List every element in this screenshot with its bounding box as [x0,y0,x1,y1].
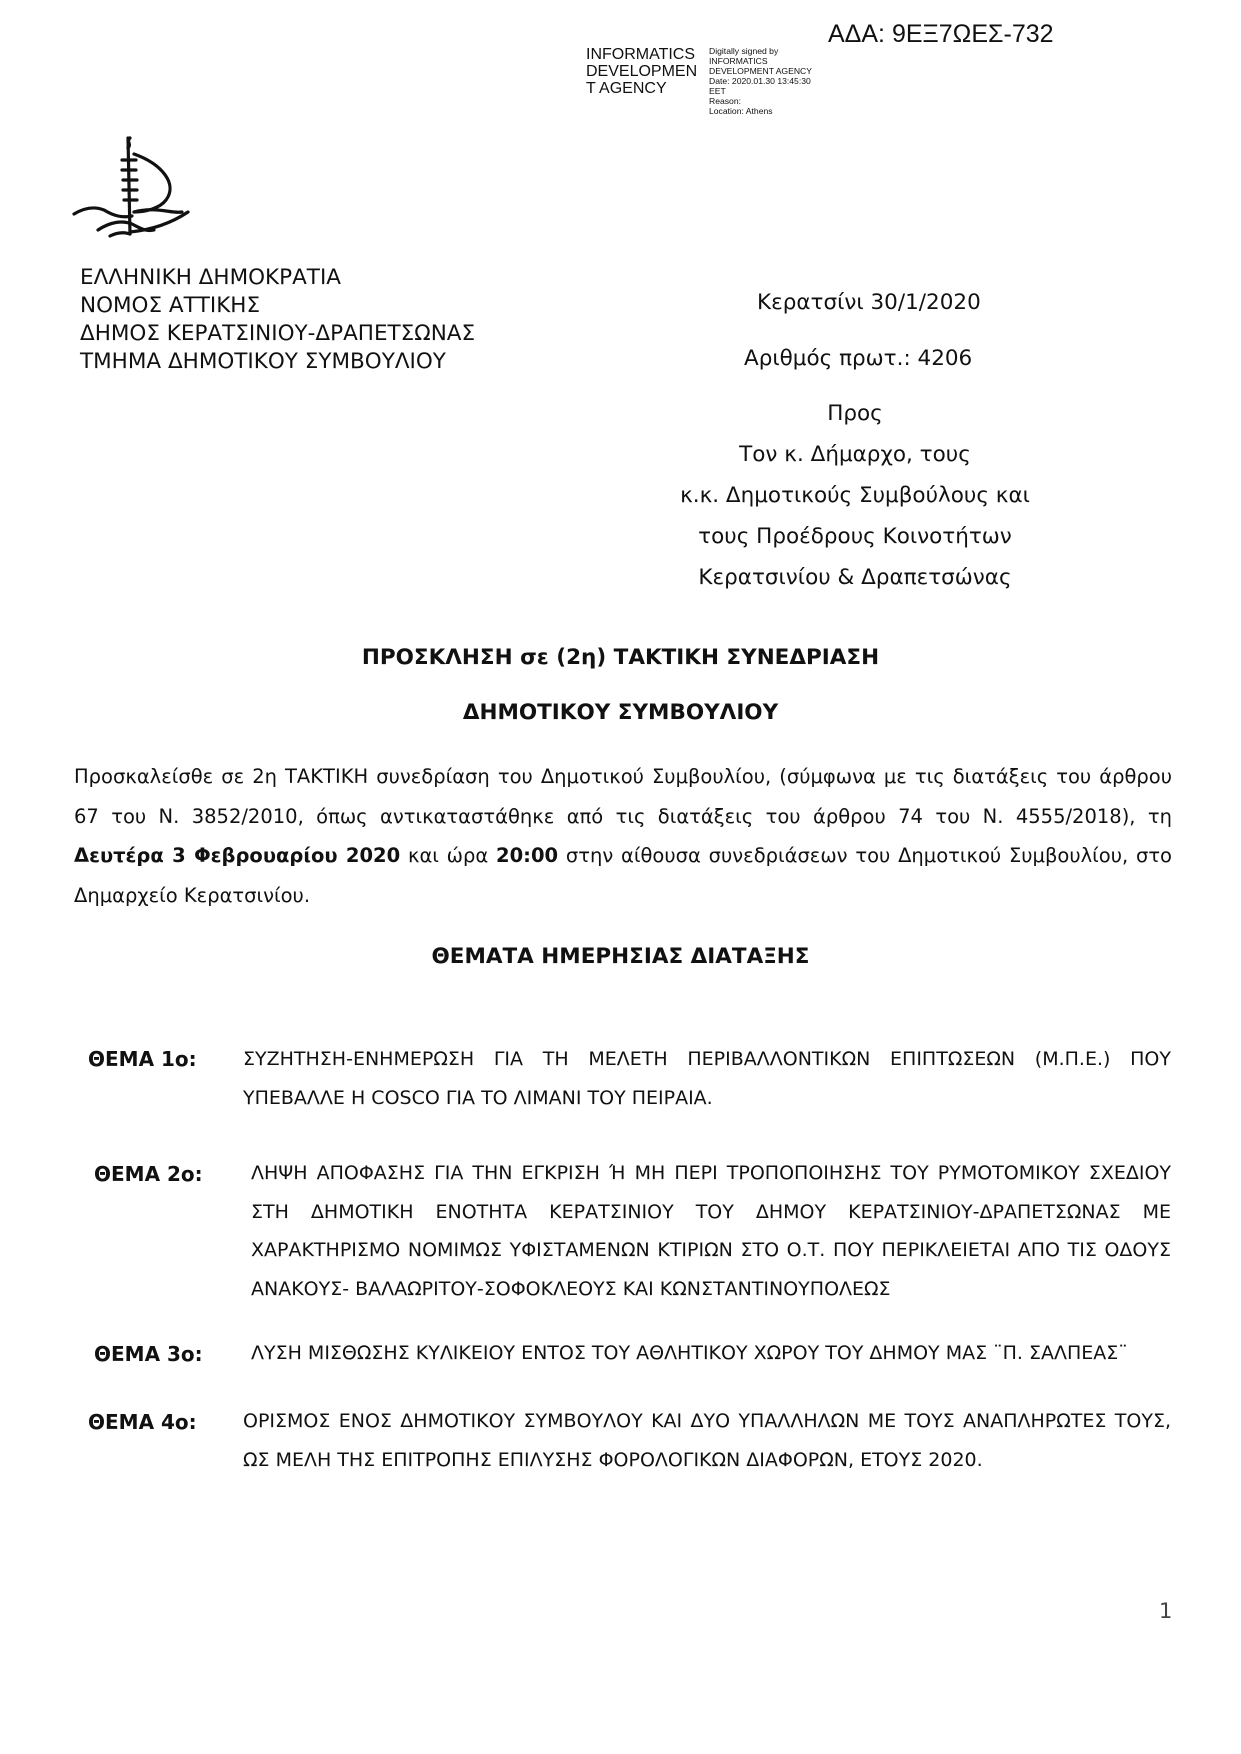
meeting-time: 20:00 [496,844,559,867]
agenda-item-label: ΘΕΜΑ 3ο: [94,1342,203,1366]
invitation-text: Προσκαλείσθε σε 2η ΤΑΚΤΙΚΗ συνεδρίαση του Δημοτικού Συμβουλίου, (σύμφωνα με τις διατάξεις του άρθρου 67 του Ν. 3852/2010, όπως αντικαταστάθηκε από τις διατάξεις του άρθρου 74 του Ν. 4555/2018), τη [74,765,1172,828]
recipient-line: τους Προέδρους Κοινοτήτων [698,524,1012,549]
signature-detail-line: Reason: [709,96,742,106]
issuer-block [80,264,475,376]
signature-organization [586,46,697,97]
recipient-line: Κερατσινίου & Δραπετσώνας [698,565,1012,590]
agenda-heading: ΘΕΜΑΤΑ ΗΜΕΡΗΣΙΑΣ ΔΙΑΤΑΞΗΣ [431,944,810,969]
signer-line: DEVELOPMEN [586,63,698,80]
issuer-line: ΕΛΛΗΝΙΚΗ ΔΗΜΟΚΡΑΤΙΑ [80,265,341,290]
place-date: Κερατσίνι 30/1/2020 [757,290,981,315]
document-subtitle: ΔΗΜΟΤΙΚΟΥ ΣΥΜΒΟΥΛΙΟΥ [462,700,779,725]
issuer-line: ΝΟΜΟΣ ΑΤΤΙΚΗΣ [80,293,261,318]
signer-line: T AGENCY [586,80,667,97]
agenda-item-label: ΘΕΜΑ 1ο: [88,1047,197,1071]
agenda-item-text: ΣΥΖΗΤΗΣΗ-ΕΝΗΜΕΡΩΣΗ ΓΙΑ ΤΗ ΜΕΛΕΤΗ ΠΕΡΙΒΑΛΛΟΝΤΙΚΩΝ ΕΠΙΠΤΩΣΕΩΝ (Μ.Π.Ε.) ΠΟΥ ΥΠΕΒΑΛΛΕ Η COSCO ΓΙΑ ΤΟ ΛΙΜΑΝΙ ΤΟΥ ΠΕΙΡΑΙΑ. [243,1048,1171,1109]
recipient-line: Προς [827,401,883,426]
meeting-date: Δευτέρα 3 Φεβρουαρίου 2020 [74,844,401,867]
invitation-paragraph [74,757,1172,915]
page-number: 1 [1159,1599,1173,1623]
recipient-line: Τον κ. Δήμαρχο, τους [739,442,971,467]
signer-line: INFORMATICS [586,46,696,63]
signature-detail-line: Location: Athens [709,106,773,116]
signature-detail-line: INFORMATICS [709,56,768,66]
agenda-item-label: ΘΕΜΑ 2ο: [94,1162,203,1186]
signature-details [709,46,812,116]
agenda-item-text: ΟΡΙΣΜΟΣ ΕΝΟΣ ΔΗΜΟΤΙΚΟΥ ΣΥΜΒΟΥΛΟΥ ΚΑΙ ΔΥΟ ΥΠΑΛΛΗΛΩΝ ΜΕ ΤΟΥΣ ΑΝΑΠΛΗΡΩΤΕΣ ΤΟΥΣ, ΩΣ ΜΕΛΗ ΤΗΣ ΕΠΙΤΡΟΠΗΣ ΕΠΙΛΥΣΗΣ ΦΟΡΟΛΟΓΙΚΩΝ ΔΙΑΦΟΡΩΝ, ΕΤΟΥΣ 2020. [243,1410,1171,1471]
invitation-text: στην αίθουσα συνεδριάσεων του Δημοτικού Συμβουλίου, στο Δημαρχείο Κερατσινίου. [74,844,1172,907]
issuer-line: ΔΗΜΟΣ ΚΕΡΑΤΣΙΝΙΟΥ-ΔΡΑΠΕΤΣΩΝΑΣ [80,321,476,346]
document-title: ΠΡΟΣΚΛΗΣΗ σε (2η) ΤΑΚΤΙΚΗ ΣΥΝΕΔΡΙΑΣΗ [361,645,880,670]
invitation-text: και ώρα [400,844,497,867]
agenda-item-label: ΘΕΜΑ 4ο: [88,1410,197,1434]
recipient-line: κ.κ. Δημοτικούς Συμβούλους και [680,483,1030,508]
signature-detail-line: EET [709,86,726,96]
protocol-number: Αριθμός πρωτ.: 4206 [744,346,973,371]
signature-detail-line: Date: 2020.01.30 13:45:30 [709,76,811,86]
agenda-item-text: ΛΗΨΗ ΑΠΟΦΑΣΗΣ ΓΙΑ ΤΗΝ ΕΓΚΡΙΣΗ Ή ΜΗ ΠΕΡΙ ΤΡΟΠΟΠΟΙΗΣΗΣ ΤΟΥ ΡΥΜΟΤΟΜΙΚΟΥ ΣΧΕΔΙΟΥ ΣΤΗ ΔΗΜΟΤΙΚΗ ΕΝΟΤΗΤΑ ΚΕΡΑΤΣΙΝΙΟΥ ΤΟΥ ΔΗΜΟΥ ΚΕΡΑΤΣΙΝΙΟΥ-ΔΡΑΠΕΤΣΩΝΑΣ ΜΕ ΧΑΡΑΚΤΗΡΙΣΜΟ ΝΟΜΙΜΩΣ ΥΦΙΣΤΑΜΕΝΩΝ ΚΤΙΡΙΩΝ ΣΤΟ Ο.Τ. ΠΟΥ ΠΕΡΙΚΛΕΙΕΤΑΙ ΑΠΟ ΤΙΣ ΟΔΟΥΣ ΑΝΑΚΟΥΣ- ΒΑΛΑΩΡΙΤΟΥ-ΣΟΦΟΚΛΕΟΥΣ ΚΑΙ ΚΩΝΣΤΑΝΤΙΝΟΥΠΟΛΕΩΣ [251,1162,1171,1300]
municipality-ship-logo-icon [70,134,200,244]
agenda-item-text: ΛΥΣΗ ΜΙΣΘΩΣΗΣ ΚΥΛΙΚΕΙΟΥ ΕΝΤΟΣ ΤΟΥ ΑΘΛΗΤΙΚΟΥ ΧΩΡΟΥ ΤΟΥ ΔΗΜΟΥ ΜΑΣ ¨Π. ΣΑΛΠΕΑΣ¨ [251,1342,1128,1364]
signature-detail-line: Digitally signed by [709,46,779,56]
issuer-line: ΤΜΗΜΑ ΔΗΜΟΤΙΚΟΥ ΣΥΜΒΟΥΛΙΟΥ [80,349,446,374]
ada-code: ΑΔΑ: 9ΕΞ7ΩΕΣ-732 [828,20,1054,48]
signature-detail-line: DEVELOPMENT AGENCY [709,66,812,76]
